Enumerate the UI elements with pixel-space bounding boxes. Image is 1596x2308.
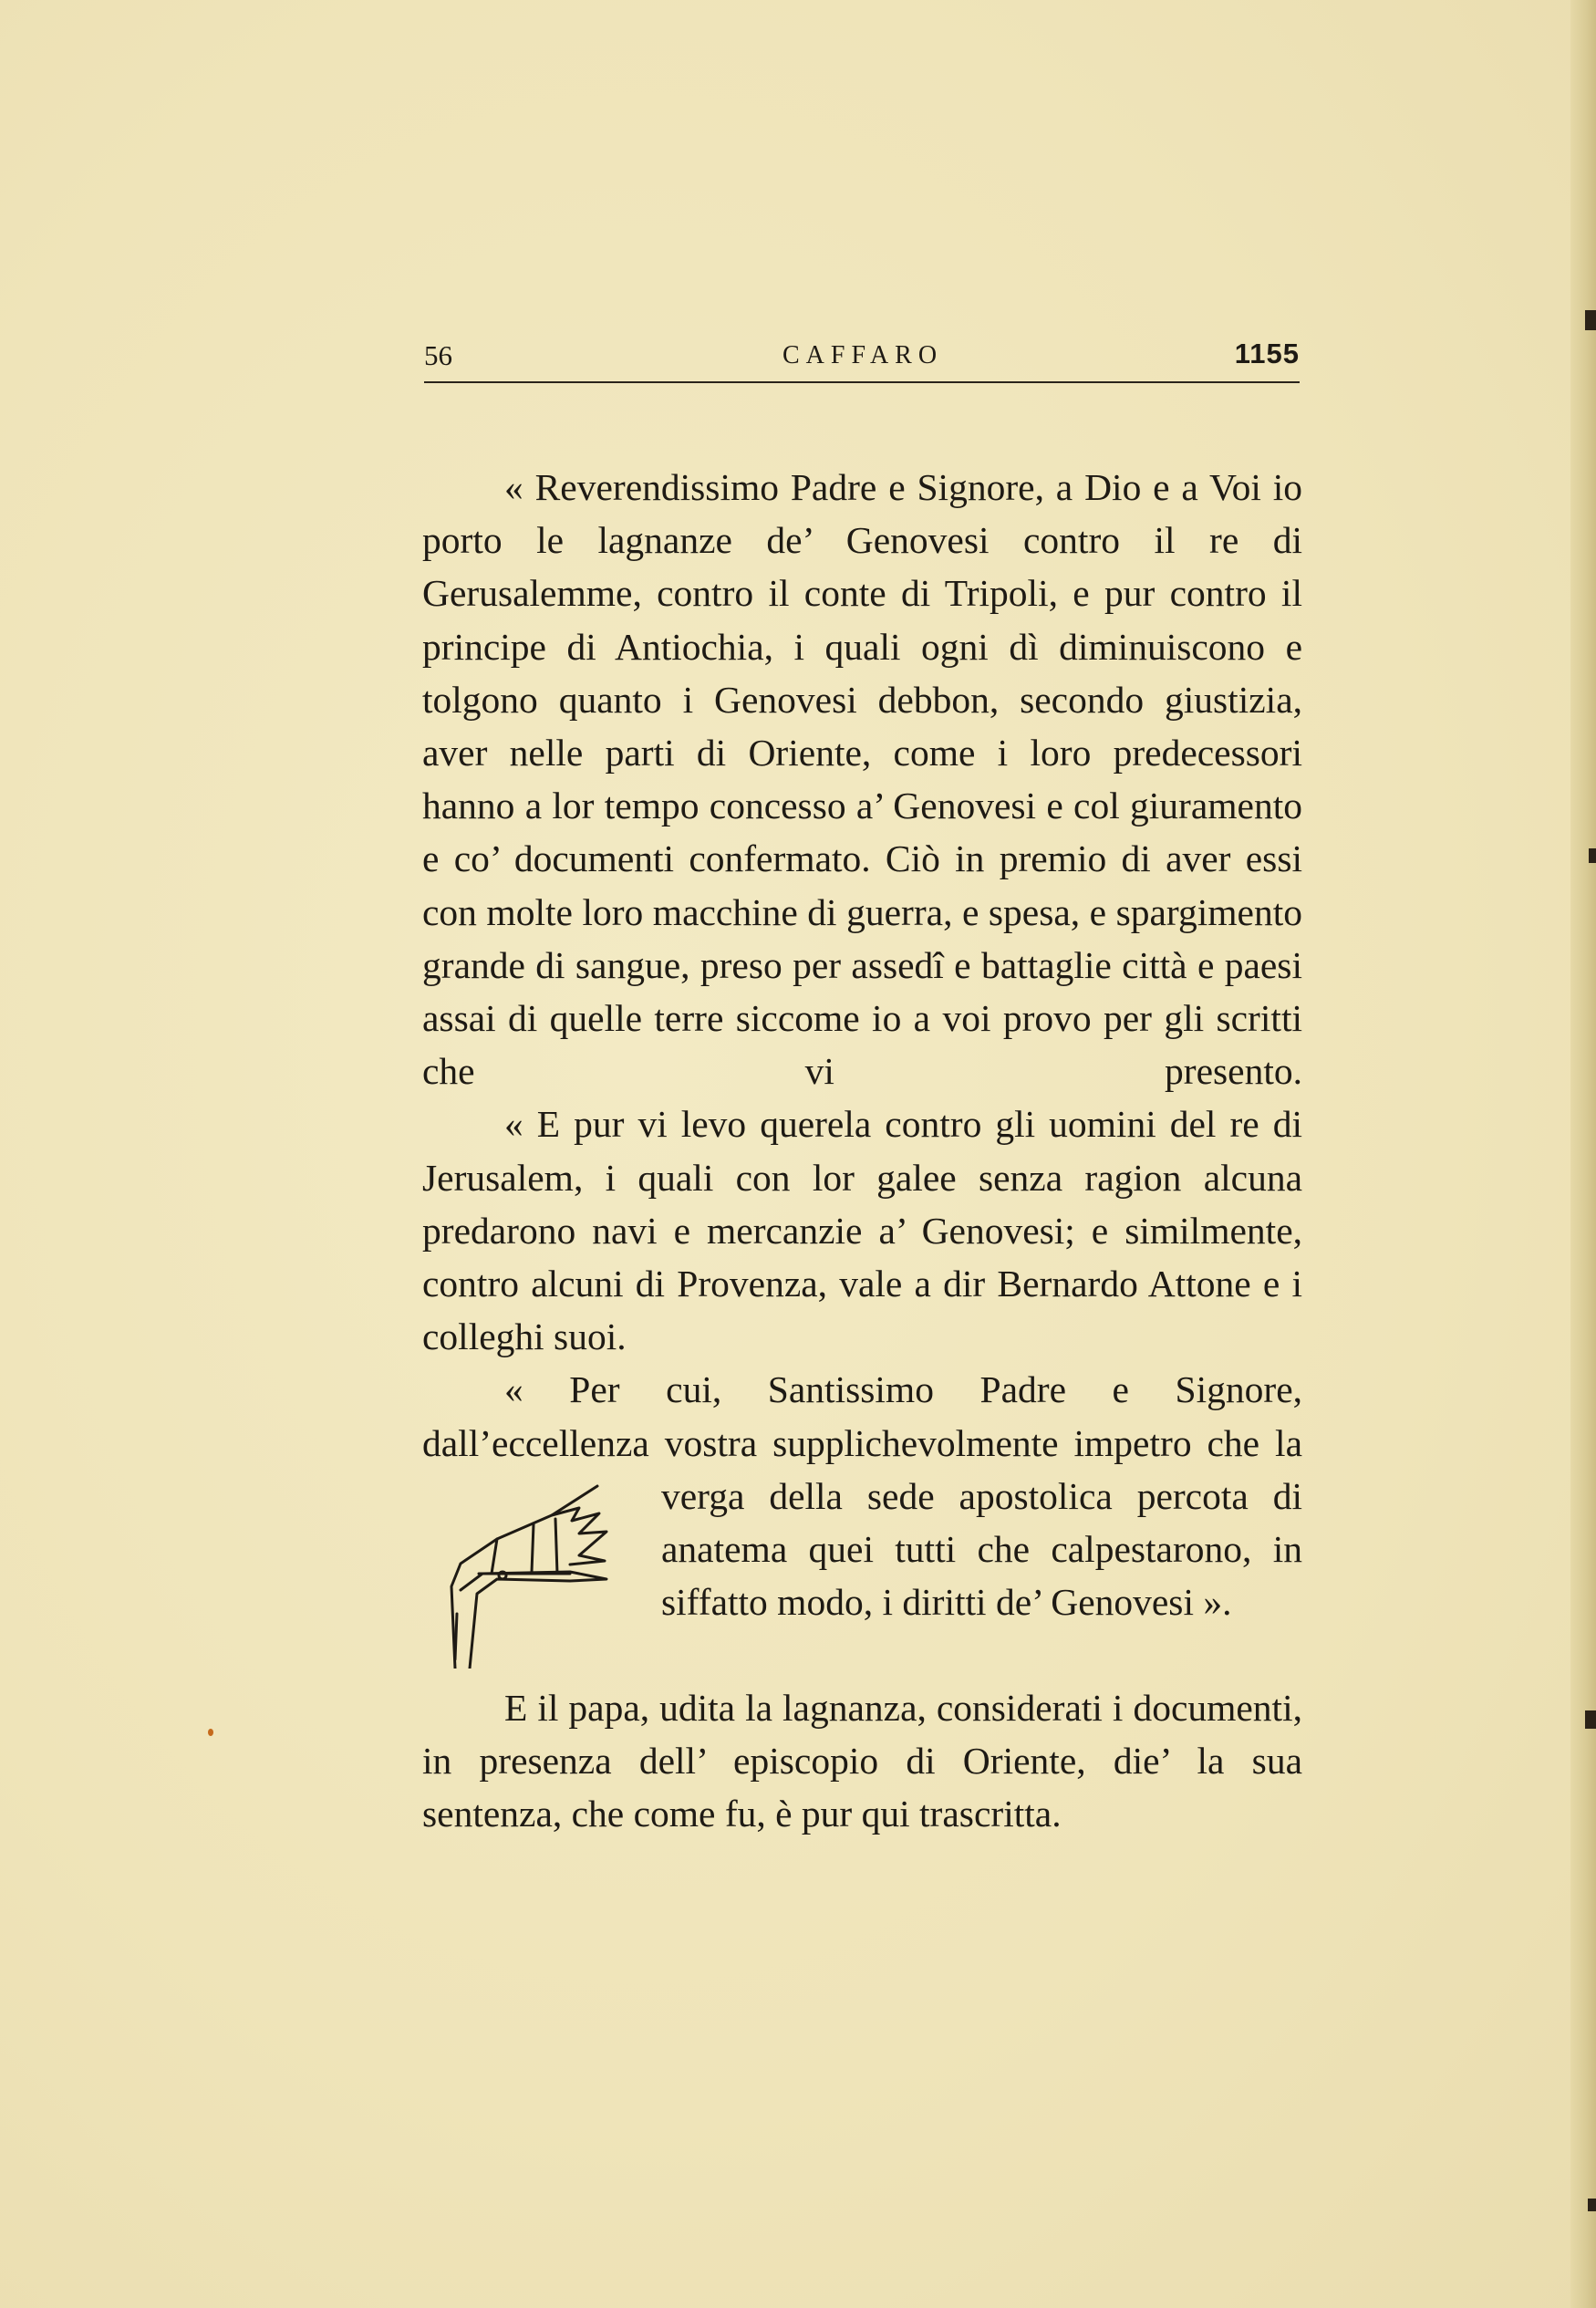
edge-mark: [1585, 1710, 1596, 1729]
edge-mark: [1585, 310, 1596, 330]
paper-speck: [208, 1729, 213, 1736]
paragraph: verga della sede apostolica percota di anatema quei tutti che calpestarono, in siffatto modo, i diritti de’ Genovesi ».: [661, 1474, 1302, 1624]
edge-mark: [1588, 2199, 1596, 2211]
page-number: 56: [424, 339, 452, 371]
running-head: [424, 336, 1300, 383]
paragraph: « E pur vi levo querela contro gli uomini del re di Jerusalem, i quali con lor galee senza ragion alcuna predarono navi e mercanzie a’ Genovesi; e similmente, contro alcuni di Provenza, vale a dir Bernardo Attone e i colleghi suoi.: [422, 1103, 1302, 1358]
header-title: CAFFARO: [782, 341, 944, 369]
paragraph: E il papa, udita la lagnanza, considerati i documenti, in presenza dell’ episcopio di Oriente, die’ la sua sentenza, che come fu, è pur qui trascritta.: [422, 1686, 1302, 1835]
page-edge: [1570, 0, 1596, 2308]
pointing-hand-drawing: [422, 1470, 661, 1681]
header-year: 1155: [1234, 338, 1300, 369]
paragraph: « Per cui, Santissimo Padre e Signore, dall’eccellenza vostra supplichevolmente impetro che la: [422, 1368, 1302, 1464]
body-text: [422, 461, 1302, 1840]
edge-mark: [1589, 848, 1596, 863]
pointing-hand-icon: [442, 1477, 625, 1669]
paragraph: « Reverendissimo Padre e Signore, a Dio e a Voi io porto le lagnanze de’ Genovesi contro il re di Gerusalemme, contro il conte di Tripoli, e pur contro il principe di Antiochia, i quali ogni dì diminuiscono e tolgono quanto i Genovesi debbon, secondo giustizia, aver nelle parti di Oriente, come i loro predecessori hanno a lor tempo concesso a’ Genovesi e col giuramento e co’ documenti confermato. Ciò in premio di aver essi con molte loro macchine di guerra, e spesa, e spargimento grande di sangue, preso per assedî e battaglie città e paesi assai di quelle terre siccome io a voi provo per gli scritti che vi presento.: [422, 466, 1302, 1093]
paragraph-with-drawing: [422, 1470, 1302, 1681]
